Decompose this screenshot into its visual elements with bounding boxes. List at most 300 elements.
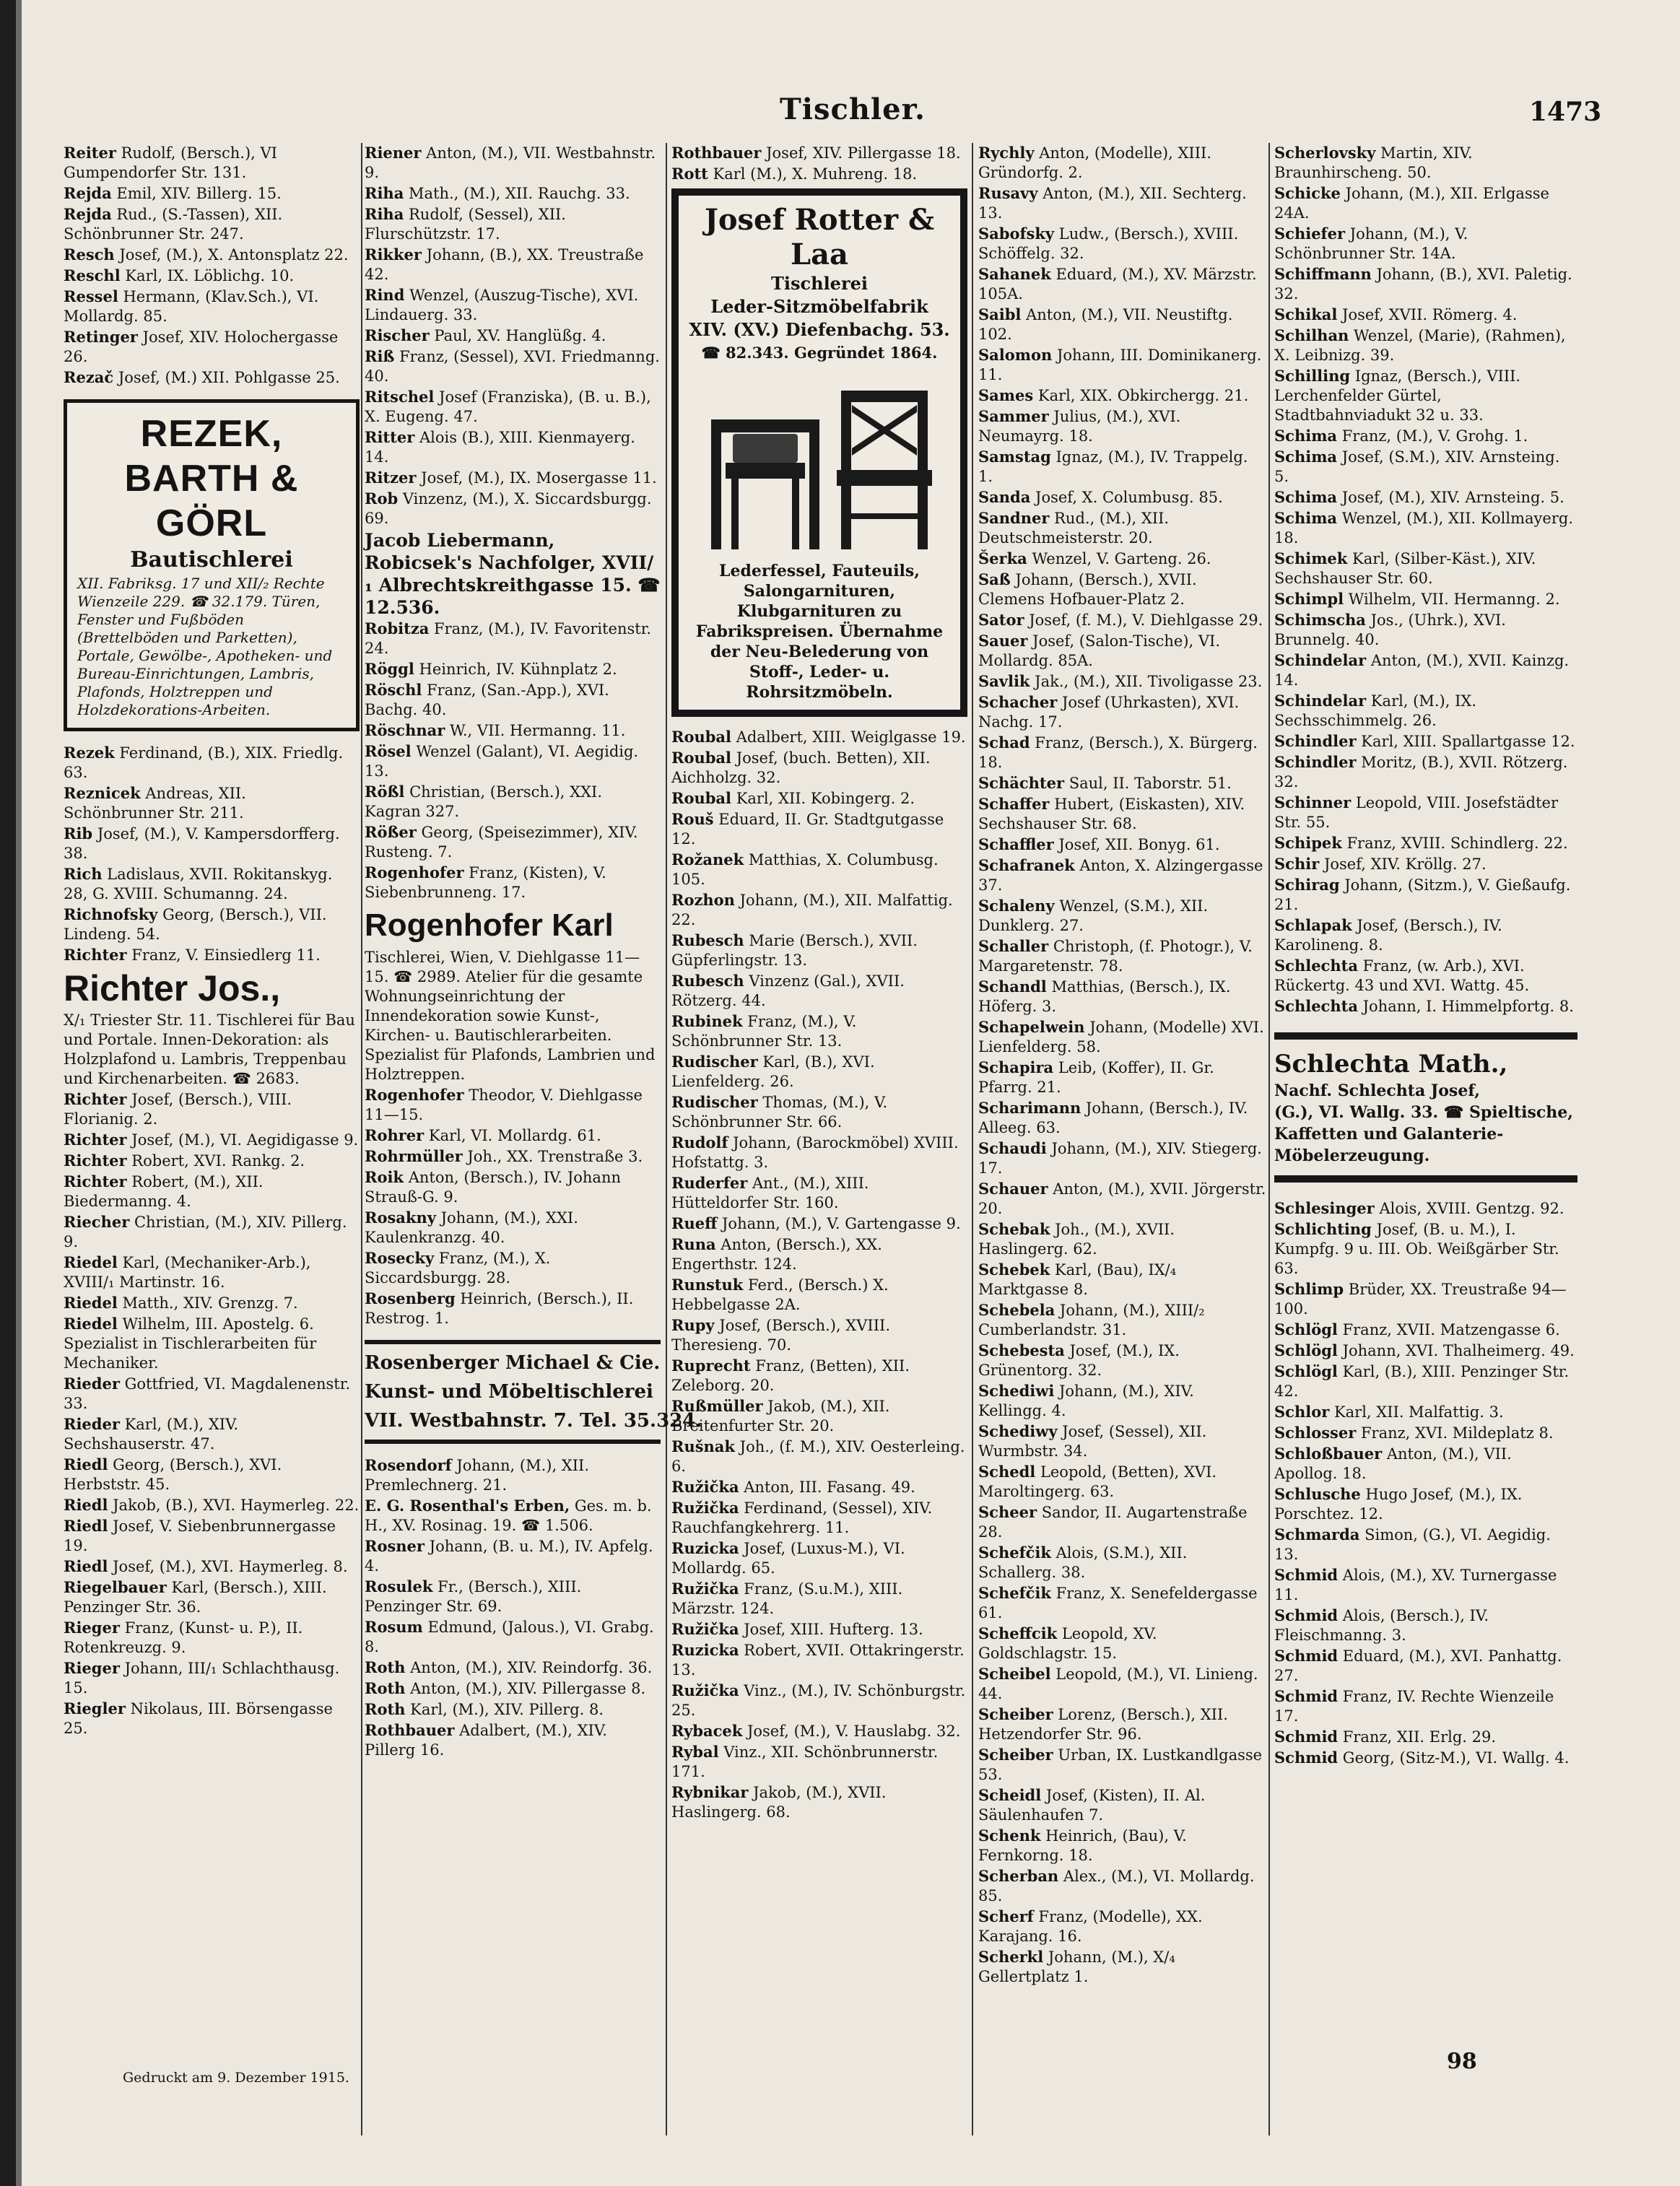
directory-entry bbox=[978, 264, 1267, 304]
directory-entry bbox=[1274, 447, 1577, 487]
directory-entry bbox=[64, 143, 360, 183]
directory-entry bbox=[671, 890, 967, 930]
entry-details: Matth., XIV. Grenzg. 7. bbox=[122, 1294, 298, 1312]
entry-details: Matthias, (Bersch.), IX. Höferg. 3. bbox=[978, 978, 1231, 1015]
entry-name: Ruderfer bbox=[671, 1174, 748, 1192]
entry-name: Schapelwein bbox=[978, 1018, 1085, 1036]
entry-name: Schauer bbox=[978, 1180, 1048, 1198]
entry-name: Resch bbox=[64, 245, 115, 264]
entry-details: Josef, (Bersch.), IV. Karolineng. 8. bbox=[1274, 917, 1502, 954]
directory-entry bbox=[1274, 793, 1577, 832]
entry-name: Schlapak bbox=[1274, 916, 1352, 934]
entry-name: Rudischer bbox=[671, 1053, 758, 1071]
directory-entry bbox=[64, 945, 360, 965]
directory-entry bbox=[64, 1089, 360, 1129]
directory-entry bbox=[1274, 589, 1577, 609]
entry-details: Joh., (M.), XVII. Haslingerg. 62. bbox=[978, 1221, 1175, 1258]
entry-name: Schima bbox=[1274, 448, 1338, 466]
entry-name: Schirag bbox=[1274, 876, 1340, 894]
entry-details: Franz, (Kisten), V. Siebenbrunneng. 17. bbox=[365, 864, 606, 901]
directory-entry bbox=[671, 1356, 967, 1395]
directory-entry bbox=[1274, 1748, 1577, 1768]
directory-entry bbox=[1274, 956, 1577, 996]
entry-details: Ant., (M.), XIII. Hütteldorfer Str. 160. bbox=[671, 1175, 869, 1211]
directory-entry bbox=[1274, 1606, 1577, 1645]
entry-details: Ludw., (Bersch.), XVIII. Schöffelg. 32. bbox=[978, 225, 1239, 262]
entry-name: Ritzer bbox=[365, 469, 417, 487]
directory-entry bbox=[671, 1538, 967, 1578]
entry-name: Schaffler bbox=[978, 835, 1054, 853]
entry-details: Johann, (B.), XX. Treustraße 42. bbox=[365, 246, 644, 283]
directory-entry bbox=[1274, 731, 1577, 752]
directory-entry bbox=[978, 1300, 1267, 1340]
entry-details: Ferdinand, (Sessel), XIV. Rauchfangkehrerg. 11. bbox=[671, 1499, 933, 1536]
entry-name: Runa bbox=[671, 1235, 716, 1253]
entry-name: Rösel bbox=[365, 742, 412, 760]
entry-name: Rueff bbox=[671, 1214, 718, 1232]
entry-name: Ružička bbox=[671, 1620, 739, 1638]
directory-entry bbox=[978, 936, 1267, 976]
richter-heading: Richter Jos., bbox=[64, 968, 281, 1009]
entry-details: Karl, XIX. Obkirchergg. 21. bbox=[1037, 387, 1249, 404]
entry-name: Rezač bbox=[64, 368, 114, 386]
entry-name: Sabofsky bbox=[978, 225, 1055, 243]
directory-entry bbox=[978, 406, 1267, 446]
directory-entry bbox=[365, 1658, 661, 1678]
directory-entry bbox=[978, 1341, 1267, 1380]
directory-entry bbox=[978, 835, 1267, 855]
entry-name: Röschnar bbox=[365, 721, 445, 739]
entry-details: Rud., (S.-Tassen), XII. Schönbrunner Str. 247. bbox=[64, 206, 283, 243]
entry-details: Vinz., (M.), IV. Schönburgstr. 25. bbox=[671, 1682, 966, 1719]
entry-name: Richnofsky bbox=[64, 905, 158, 923]
rogenhofer-heading: Rogenhofer Karl bbox=[365, 907, 614, 943]
rezek-advertisement bbox=[64, 399, 360, 731]
entry-details: Johann, (Bersch.), XVII. Clemens Hofbauer-Platz 2. bbox=[978, 571, 1197, 608]
directory-entry bbox=[64, 1414, 360, 1454]
entry-details: Johann, I. Himmelpfortg. 8. bbox=[1362, 998, 1574, 1015]
directory-entry bbox=[1274, 915, 1577, 955]
entry-details: Georg, (Bersch.), VII. Lindeng. 54. bbox=[64, 906, 327, 943]
directory-entry bbox=[365, 1455, 661, 1495]
directory-entry bbox=[978, 1179, 1267, 1219]
entry-name: Scheibel bbox=[978, 1665, 1051, 1683]
entry-name: Schmid bbox=[1274, 1687, 1339, 1705]
entry-name: Rozhon bbox=[671, 891, 735, 909]
page-edge-shadow bbox=[16, 0, 22, 2186]
entry-name: Schiffmann bbox=[1274, 265, 1372, 283]
directory-entry bbox=[978, 305, 1267, 344]
entry-details: Franz, (M.), V. Schönbrunner Str. 13. bbox=[671, 1013, 857, 1050]
directory-entry bbox=[1274, 691, 1577, 731]
entry-details: Josef, (M.) XII. Pohlgasse 25. bbox=[118, 369, 340, 386]
directory-entry bbox=[365, 143, 661, 183]
entry-details: Josef (Uhrkasten), XVI. Nachg. 17. bbox=[978, 694, 1240, 731]
directory-entry bbox=[365, 782, 661, 822]
entry-name: Ružička bbox=[671, 1499, 739, 1517]
entry-details: Karl, (M.), XIV. Pillerg. 8. bbox=[410, 1701, 604, 1718]
entry-details: Anton, (Bersch.), IV. Johann Strauß-G. 9. bbox=[365, 1169, 622, 1206]
directory-entry bbox=[671, 1092, 967, 1132]
directory-entry bbox=[671, 1782, 967, 1822]
entry-name: Rothbauer bbox=[365, 1721, 455, 1739]
entry-details: Franz, V. Einsiedlerg 11. bbox=[131, 946, 321, 964]
entry-details: Marie (Bersch.), XVII. Güpferlingstr. 13. bbox=[671, 932, 918, 969]
directory-entry bbox=[978, 1421, 1267, 1461]
entry-details: Anton, (M.), VII. Apollog. 18. bbox=[1274, 1445, 1512, 1482]
entry-details: Jak., (M.), XII. Tivoligasse 23. bbox=[1035, 673, 1263, 690]
entry-name: Riecher bbox=[64, 1213, 130, 1231]
entry-name: Scheer bbox=[978, 1503, 1037, 1521]
directory-entry bbox=[671, 788, 967, 809]
entry-name: Rieder bbox=[64, 1415, 120, 1433]
entry-details: Georg, (Bersch.), XVI. Herbststr. 45. bbox=[64, 1456, 282, 1493]
directory-entry bbox=[1274, 487, 1577, 508]
entry-details: Johann, III. Dominikanerg. 11. bbox=[978, 347, 1262, 383]
entry-name: Rychly bbox=[978, 144, 1035, 162]
ad-title: Rosenberger Michael & Cie. bbox=[365, 1352, 661, 1374]
entry-name: Schindelar bbox=[1274, 692, 1367, 710]
entry-name: Schloßbauer bbox=[1274, 1445, 1383, 1463]
directory-entry bbox=[1274, 426, 1577, 446]
entry-name: Schad bbox=[978, 733, 1030, 752]
entry-name: Scheffcik bbox=[978, 1624, 1058, 1642]
directory-entry bbox=[64, 1699, 360, 1738]
entry-details: Johann, XVI. Thalheimerg. 49. bbox=[1342, 1342, 1575, 1359]
directory-entry bbox=[978, 1907, 1267, 1946]
entry-details: Anton, (M.), XIV. Reindorfg. 36. bbox=[410, 1659, 653, 1676]
directory-entry bbox=[671, 1742, 967, 1782]
directory-entry bbox=[978, 1017, 1267, 1057]
entry-details: Hubert, (Eiskasten), XIV. Sechshauser Str. 68. bbox=[978, 796, 1245, 832]
directory-entry bbox=[64, 1293, 360, 1313]
entry-name: Schimek bbox=[1274, 549, 1348, 567]
directory-entry bbox=[64, 1151, 360, 1171]
entry-details: Karl, XII. Kobingerg. 2. bbox=[736, 790, 915, 807]
entry-name: Schir bbox=[1274, 855, 1320, 873]
directory-entry bbox=[64, 327, 360, 367]
entry-details: Vinz., XII. Schönbrunnerstr. 171. bbox=[671, 1743, 939, 1780]
entry-details: Lorenz, (Bersch.), XII. Hetzendorfer Str. 96. bbox=[978, 1706, 1228, 1743]
directory-entry bbox=[978, 549, 1267, 569]
entry-name: Scherlovsky bbox=[1274, 144, 1376, 162]
rotter-advertisement bbox=[671, 188, 967, 717]
entry-name: Schlögl bbox=[1274, 1341, 1338, 1359]
column-5 bbox=[1274, 143, 1577, 1769]
directory-entry bbox=[978, 1138, 1267, 1178]
entry-details: Josef, (M.), XIV. Arnsteing. 5. bbox=[1341, 489, 1564, 506]
directory-entry bbox=[978, 610, 1267, 630]
entry-name: Riedl bbox=[64, 1557, 108, 1575]
directory-entry bbox=[978, 631, 1267, 671]
entry-name: Röschl bbox=[365, 681, 422, 699]
directory-entry bbox=[671, 1396, 967, 1436]
directory-entry bbox=[978, 1502, 1267, 1542]
directory-entry bbox=[64, 1212, 360, 1252]
directory-entry bbox=[365, 1248, 661, 1288]
directory-entry bbox=[978, 1058, 1267, 1097]
entry-details: Franz, (Kunst- u. P.), II. Rotenkreuzg. 9. bbox=[64, 1619, 303, 1656]
entry-name: Richter bbox=[64, 1172, 127, 1190]
entry-name: Schapira bbox=[978, 1058, 1054, 1076]
entry-name: Rudolf bbox=[671, 1133, 728, 1151]
entry-name: Scheiber bbox=[978, 1705, 1053, 1723]
ad-text: XII. Fabriksg. 17 und XII/₂ Rechte Wienzeile 229. ☎ 32.179. Türen, Fenster und Fußböden (Brettelböden und Parketten), Portale, Gewölbe-, Apotheken- und Bureau-Einrichtungen, Lambris, Plafonds, Holztreppen und Holzdekorations-Arbeiten. bbox=[77, 575, 333, 718]
entry-details: Johann, (Modelle) XVI. Lienfelderg. 58. bbox=[978, 1019, 1264, 1055]
directory-entry bbox=[978, 692, 1267, 732]
directory-entry bbox=[1274, 183, 1577, 223]
entry-details: Karl, XIII. Spallartgasse 12. bbox=[1361, 733, 1575, 750]
directory-entry bbox=[671, 1477, 967, 1497]
column-1 bbox=[64, 143, 360, 1739]
entry-details: Ignaz, (Bersch.), VIII. Lerchenfelder Gürtel, Stadtbahnviadukt 32 u. 33. bbox=[1274, 367, 1521, 424]
entry-name: Schaleny bbox=[978, 897, 1055, 915]
ad-text: (G.), VI. Wallg. 33. ☎ Spieltische, Kaffetten und Galanterie-Möbelerzeugung. bbox=[1274, 1103, 1573, 1165]
entry-name: Riener bbox=[365, 144, 422, 162]
entry-name: Sames bbox=[978, 386, 1034, 404]
entry-details: Karl, VI. Mollardg. 61. bbox=[428, 1127, 601, 1144]
entry-details: Johann, (M.), V. Gartengasse 9. bbox=[722, 1215, 961, 1232]
column-divider bbox=[361, 143, 362, 2135]
entry-details: Johann, (B. u. M.), IV. Apfelg. 4. bbox=[365, 1538, 653, 1575]
entry-name: Riegelbauer bbox=[64, 1578, 167, 1596]
entry-name: Ruzicka bbox=[671, 1641, 739, 1659]
entry-name: Schiefer bbox=[1274, 225, 1346, 243]
entry-details: Vinzenz, (M.), X. Siccardsburgg. 69. bbox=[365, 490, 652, 527]
directory-entry bbox=[64, 1658, 360, 1698]
directory-entry bbox=[978, 183, 1267, 223]
entry-name: Schebek bbox=[978, 1260, 1050, 1279]
entry-name: Rybacek bbox=[671, 1722, 743, 1740]
entry-name: Rind bbox=[365, 286, 405, 304]
entry-details: Wenzel, (Auszug-Tische), XVI. Lindauerg. 33. bbox=[365, 287, 639, 323]
column-divider bbox=[972, 143, 973, 2135]
ad-subtitle-2: Leder-Sitzmöbelfabrik bbox=[710, 296, 928, 317]
directory-entry bbox=[978, 671, 1267, 692]
directory-entry bbox=[671, 727, 967, 747]
entry-name: Scheidl bbox=[978, 1786, 1042, 1804]
entry-details: Josef, XIV. Holochergasse 26. bbox=[64, 328, 339, 365]
entry-name: Rößer bbox=[365, 823, 417, 841]
entry-details: Johann, (Bersch.), IV. Alleeg. 63. bbox=[978, 1099, 1248, 1136]
directory-entry bbox=[1274, 1320, 1577, 1340]
directory-entry bbox=[1274, 1198, 1577, 1219]
entry-details: Karl (M.), X. Muhreng. 18. bbox=[713, 165, 918, 183]
directory-entry bbox=[64, 1314, 360, 1373]
page-number: 1473 bbox=[1529, 97, 1602, 127]
entry-details: Karl, XII. Malfattig. 3. bbox=[1333, 1403, 1504, 1421]
entry-details: Anton, (Modelle), XIII. Gründorfg. 2. bbox=[978, 144, 1211, 181]
entry-details: Thomas, (M.), V. Schönbrunner Str. 66. bbox=[671, 1094, 888, 1131]
entry-details: Rudolf, (Sessel), XII. Flurschützstr. 17. bbox=[365, 206, 566, 243]
directory-entry bbox=[365, 489, 661, 528]
directory-entry bbox=[1274, 1484, 1577, 1524]
entry-name: Rybal bbox=[671, 1743, 719, 1761]
rogenhofer-text: Tischlerei, Wien, V. Diehlgasse 11—15. ☎ 2989. Atelier für die gesamte Wohnungseinrichtung der Innendekoration sowie Kunst-, Kirchen- u. Bautischlerarbeiten. Spezialist für Plafonds, Lambrien und Holztreppen. bbox=[365, 949, 656, 1083]
directory-entry bbox=[365, 720, 661, 741]
entry-details: Anton, (Bersch.), XX. Engerthstr. 124. bbox=[671, 1236, 882, 1273]
entry-details: Johann, (M.), X/₄ Gellertplatz 1. bbox=[978, 1948, 1175, 1985]
directory-entry bbox=[64, 1253, 360, 1292]
directory-entry bbox=[671, 971, 967, 1011]
directory-entry bbox=[1274, 1727, 1577, 1747]
entry-details: Ignaz, (M.), IV. Trappelg. 1. bbox=[978, 448, 1248, 485]
entry-details: Franz, (M.), X. Siccardsburgg. 28. bbox=[365, 1250, 551, 1286]
entry-name: Schaffer bbox=[978, 795, 1050, 813]
ad-title: REZEK, bbox=[140, 413, 283, 455]
directory-entry bbox=[671, 1173, 967, 1213]
entry-name: Schmid bbox=[1274, 1566, 1339, 1584]
directory-entry bbox=[365, 1085, 661, 1125]
directory-entry bbox=[978, 1219, 1267, 1259]
entry-name: Roubal bbox=[671, 749, 731, 767]
directory-entry bbox=[365, 1699, 661, 1720]
directory-entry bbox=[671, 1133, 967, 1172]
directory-entry bbox=[671, 1579, 967, 1619]
entry-details: Joh., XX. Trenstraße 3. bbox=[467, 1148, 643, 1165]
column-divider bbox=[666, 143, 667, 2135]
entry-details: Johann, (M.), XIV. Kellingg. 4. bbox=[978, 1382, 1194, 1419]
directory-entry bbox=[978, 1947, 1267, 1987]
entry-name: Rieger bbox=[64, 1659, 120, 1677]
directory-entry bbox=[1274, 366, 1577, 425]
directory-entry bbox=[1274, 1686, 1577, 1726]
entry-details: Georg, (Sitz-M.), VI. Wallg. 4. bbox=[1342, 1749, 1570, 1767]
directory-entry bbox=[978, 224, 1267, 264]
entry-details: Josef, X. Columbusg. 85. bbox=[1035, 489, 1223, 506]
entry-details: Josef, (Salon-Tische), VI. Mollardg. 85A. bbox=[978, 632, 1221, 669]
directory-entry bbox=[64, 1495, 360, 1515]
directory-entry bbox=[978, 733, 1267, 772]
entry-details: Franz, XVI. Mildeplatz 8. bbox=[1360, 1424, 1554, 1442]
entry-name: Schaller bbox=[978, 937, 1049, 955]
entry-details: Karl, (B.), XVI. Lienfelderg. 26. bbox=[671, 1053, 875, 1090]
entry-name: Robitza bbox=[365, 619, 430, 637]
entry-details: Josef, (M.), X. Antonsplatz 22. bbox=[119, 246, 349, 264]
entry-name: Ritschel bbox=[365, 388, 435, 406]
entry-details: Leopold, (M.), VI. Linieng. 44. bbox=[978, 1665, 1258, 1702]
entry-details: Alois (B.), XIII. Kienmayerg. 14. bbox=[365, 429, 635, 466]
directory-entry bbox=[671, 850, 967, 889]
entry-name: Šerka bbox=[978, 549, 1027, 567]
entry-name: Schlichting bbox=[1274, 1220, 1372, 1238]
entry-details: Christian, (M.), XIV. Pillerg. 9. bbox=[64, 1214, 347, 1250]
directory-entry bbox=[978, 1866, 1267, 1906]
entry-name: Salomon bbox=[978, 346, 1053, 364]
entry-details: Josef, XII. Bonyg. 61. bbox=[1058, 836, 1220, 853]
entry-details: Karl, (Bau), IX/₄ Marktgasse 8. bbox=[978, 1261, 1177, 1298]
entry-name: Schima bbox=[1274, 488, 1338, 506]
directory-entry bbox=[671, 143, 967, 163]
entry-name: Schlosser bbox=[1274, 1424, 1357, 1442]
entry-details: Anton, III. Fasang. 49. bbox=[744, 1479, 915, 1496]
entry-details: Anton, (M.), XIV. Pillergasse 8. bbox=[410, 1680, 646, 1697]
entry-details: Anton, (M.), XII. Sechterg. 13. bbox=[978, 185, 1247, 222]
directory-entry bbox=[978, 1583, 1267, 1623]
entry-name: Schlusche bbox=[1274, 1485, 1361, 1503]
entry-name: Schaudi bbox=[978, 1139, 1047, 1157]
entry-details: Johann, (M.), XII. Premlechnerg. 21. bbox=[365, 1457, 590, 1494]
directory-entry bbox=[671, 1437, 967, 1476]
entry-name: Rejda bbox=[64, 205, 112, 223]
entry-details: Anton, (M.), XVII. Jörgerstr. 20. bbox=[978, 1180, 1266, 1217]
directory-entry bbox=[978, 794, 1267, 834]
entry-details: Josef, (Kisten), II. Al. Säulenhaufen 7. bbox=[978, 1787, 1206, 1824]
entry-details: Anton, (M.), XVII. Kainzg. 14. bbox=[1274, 652, 1570, 689]
entry-details: Josef, (S.M.), XIV. Arnsteing. 5. bbox=[1274, 448, 1560, 485]
entry-name: Richter bbox=[64, 946, 127, 964]
entry-details: Jakob, (M.), XVII. Haslingerg. 68. bbox=[671, 1784, 887, 1821]
directory-entry bbox=[365, 183, 661, 204]
entry-name: Schilling bbox=[1274, 367, 1351, 385]
entry-details: Josef, (Bersch.), XVIII. Theresieng. 70. bbox=[671, 1317, 890, 1354]
directory-entry bbox=[365, 619, 661, 658]
entry-name: Rupy bbox=[671, 1316, 715, 1334]
entry-details: Heinrich, (Bersch.), II. Restrog. 1. bbox=[365, 1290, 634, 1327]
page-title: Tischler. bbox=[780, 92, 926, 126]
entry-name: Rušnak bbox=[671, 1437, 735, 1455]
entry-details: Franz, (Sessel), XVI. Friedmanng. 40. bbox=[365, 348, 660, 385]
entry-details: Alex., (M.), VI. Mollardg. 85. bbox=[978, 1868, 1255, 1904]
entry-name: Sammer bbox=[978, 407, 1049, 425]
entry-details: Ferdinand, (B.), XIX. Friedlg. 63. bbox=[64, 744, 344, 781]
entry-details: Franz, (M.), V. Grohg. 1. bbox=[1341, 427, 1528, 445]
entry-details: Math., (M.), XII. Rauchg. 33. bbox=[409, 185, 630, 202]
directory-entry bbox=[978, 896, 1267, 936]
entry-details: Alois, (S.M.), XII. Schallerg. 38. bbox=[978, 1544, 1188, 1581]
entry-details: Heinrich, (Bau), V. Fernkorng. 18. bbox=[978, 1827, 1187, 1864]
directory-entry bbox=[671, 1011, 967, 1051]
ad-subtitle: Bautischlerei bbox=[130, 547, 293, 572]
ad-title: Schlechta Math., bbox=[1274, 1050, 1508, 1079]
rosenberger-advertisement bbox=[365, 1340, 702, 1444]
entry-details: Franz, IV. Rechte Wienzeile 17. bbox=[1274, 1688, 1554, 1725]
entry-name: Ruprecht bbox=[671, 1357, 751, 1375]
print-date: Gedruckt am 9. Dezember 1915. bbox=[123, 2070, 349, 2086]
column-divider bbox=[1268, 143, 1270, 2135]
entry-details: Franz, (w. Arb.), XVI. Rückertg. 43 und XVI. Wattg. 45. bbox=[1274, 957, 1530, 994]
entry-details: Eduard, (M.), XVI. Panhattg. 27. bbox=[1274, 1647, 1562, 1684]
entry-name: Riedl bbox=[64, 1517, 108, 1535]
entry-details: Karl, IX. Löblichg. 10. bbox=[125, 267, 295, 284]
column-3 bbox=[671, 143, 967, 1823]
entry-details: Anton, (M.), VII. Westbahnstr. 9. bbox=[365, 144, 656, 181]
entry-details: Josef, XIII. Hufterg. 13. bbox=[744, 1621, 923, 1638]
entry-details: Josef, (M.), XVI. Haymerleg. 8. bbox=[113, 1558, 348, 1575]
entry-name: Rejda bbox=[64, 184, 112, 202]
directory-entry bbox=[365, 347, 661, 386]
entry-name: Schlechta bbox=[1274, 997, 1358, 1015]
entry-name: Schediwi bbox=[978, 1382, 1055, 1400]
directory-entry bbox=[365, 1125, 661, 1146]
directory-entry bbox=[671, 1619, 967, 1640]
entry-name: Schlor bbox=[1274, 1403, 1330, 1421]
directory-entry bbox=[64, 824, 360, 863]
entry-details: Karl, (B.), XIII. Penzinger Str. 42. bbox=[1274, 1363, 1570, 1400]
entry-details: Ferd., (Bersch.) X. Hebbelgasse 2A. bbox=[671, 1276, 889, 1313]
entry-name: Samstag bbox=[978, 448, 1051, 466]
entry-name: Rothbauer bbox=[671, 144, 762, 162]
entry-name: Schebak bbox=[978, 1220, 1050, 1238]
entry-name: Scharimann bbox=[978, 1099, 1081, 1117]
entry-details: Josef (Franziska), (B. u. B.), X. Eugeng. 47. bbox=[365, 388, 651, 425]
directory-entry bbox=[365, 387, 661, 427]
entry-details: Josef, (M.), V. Hauslabg. 32. bbox=[747, 1723, 961, 1740]
directory-entry bbox=[64, 1556, 360, 1577]
directory-entry bbox=[978, 1785, 1267, 1825]
directory-entry bbox=[64, 743, 360, 783]
entry-name: Schafranek bbox=[978, 856, 1075, 874]
